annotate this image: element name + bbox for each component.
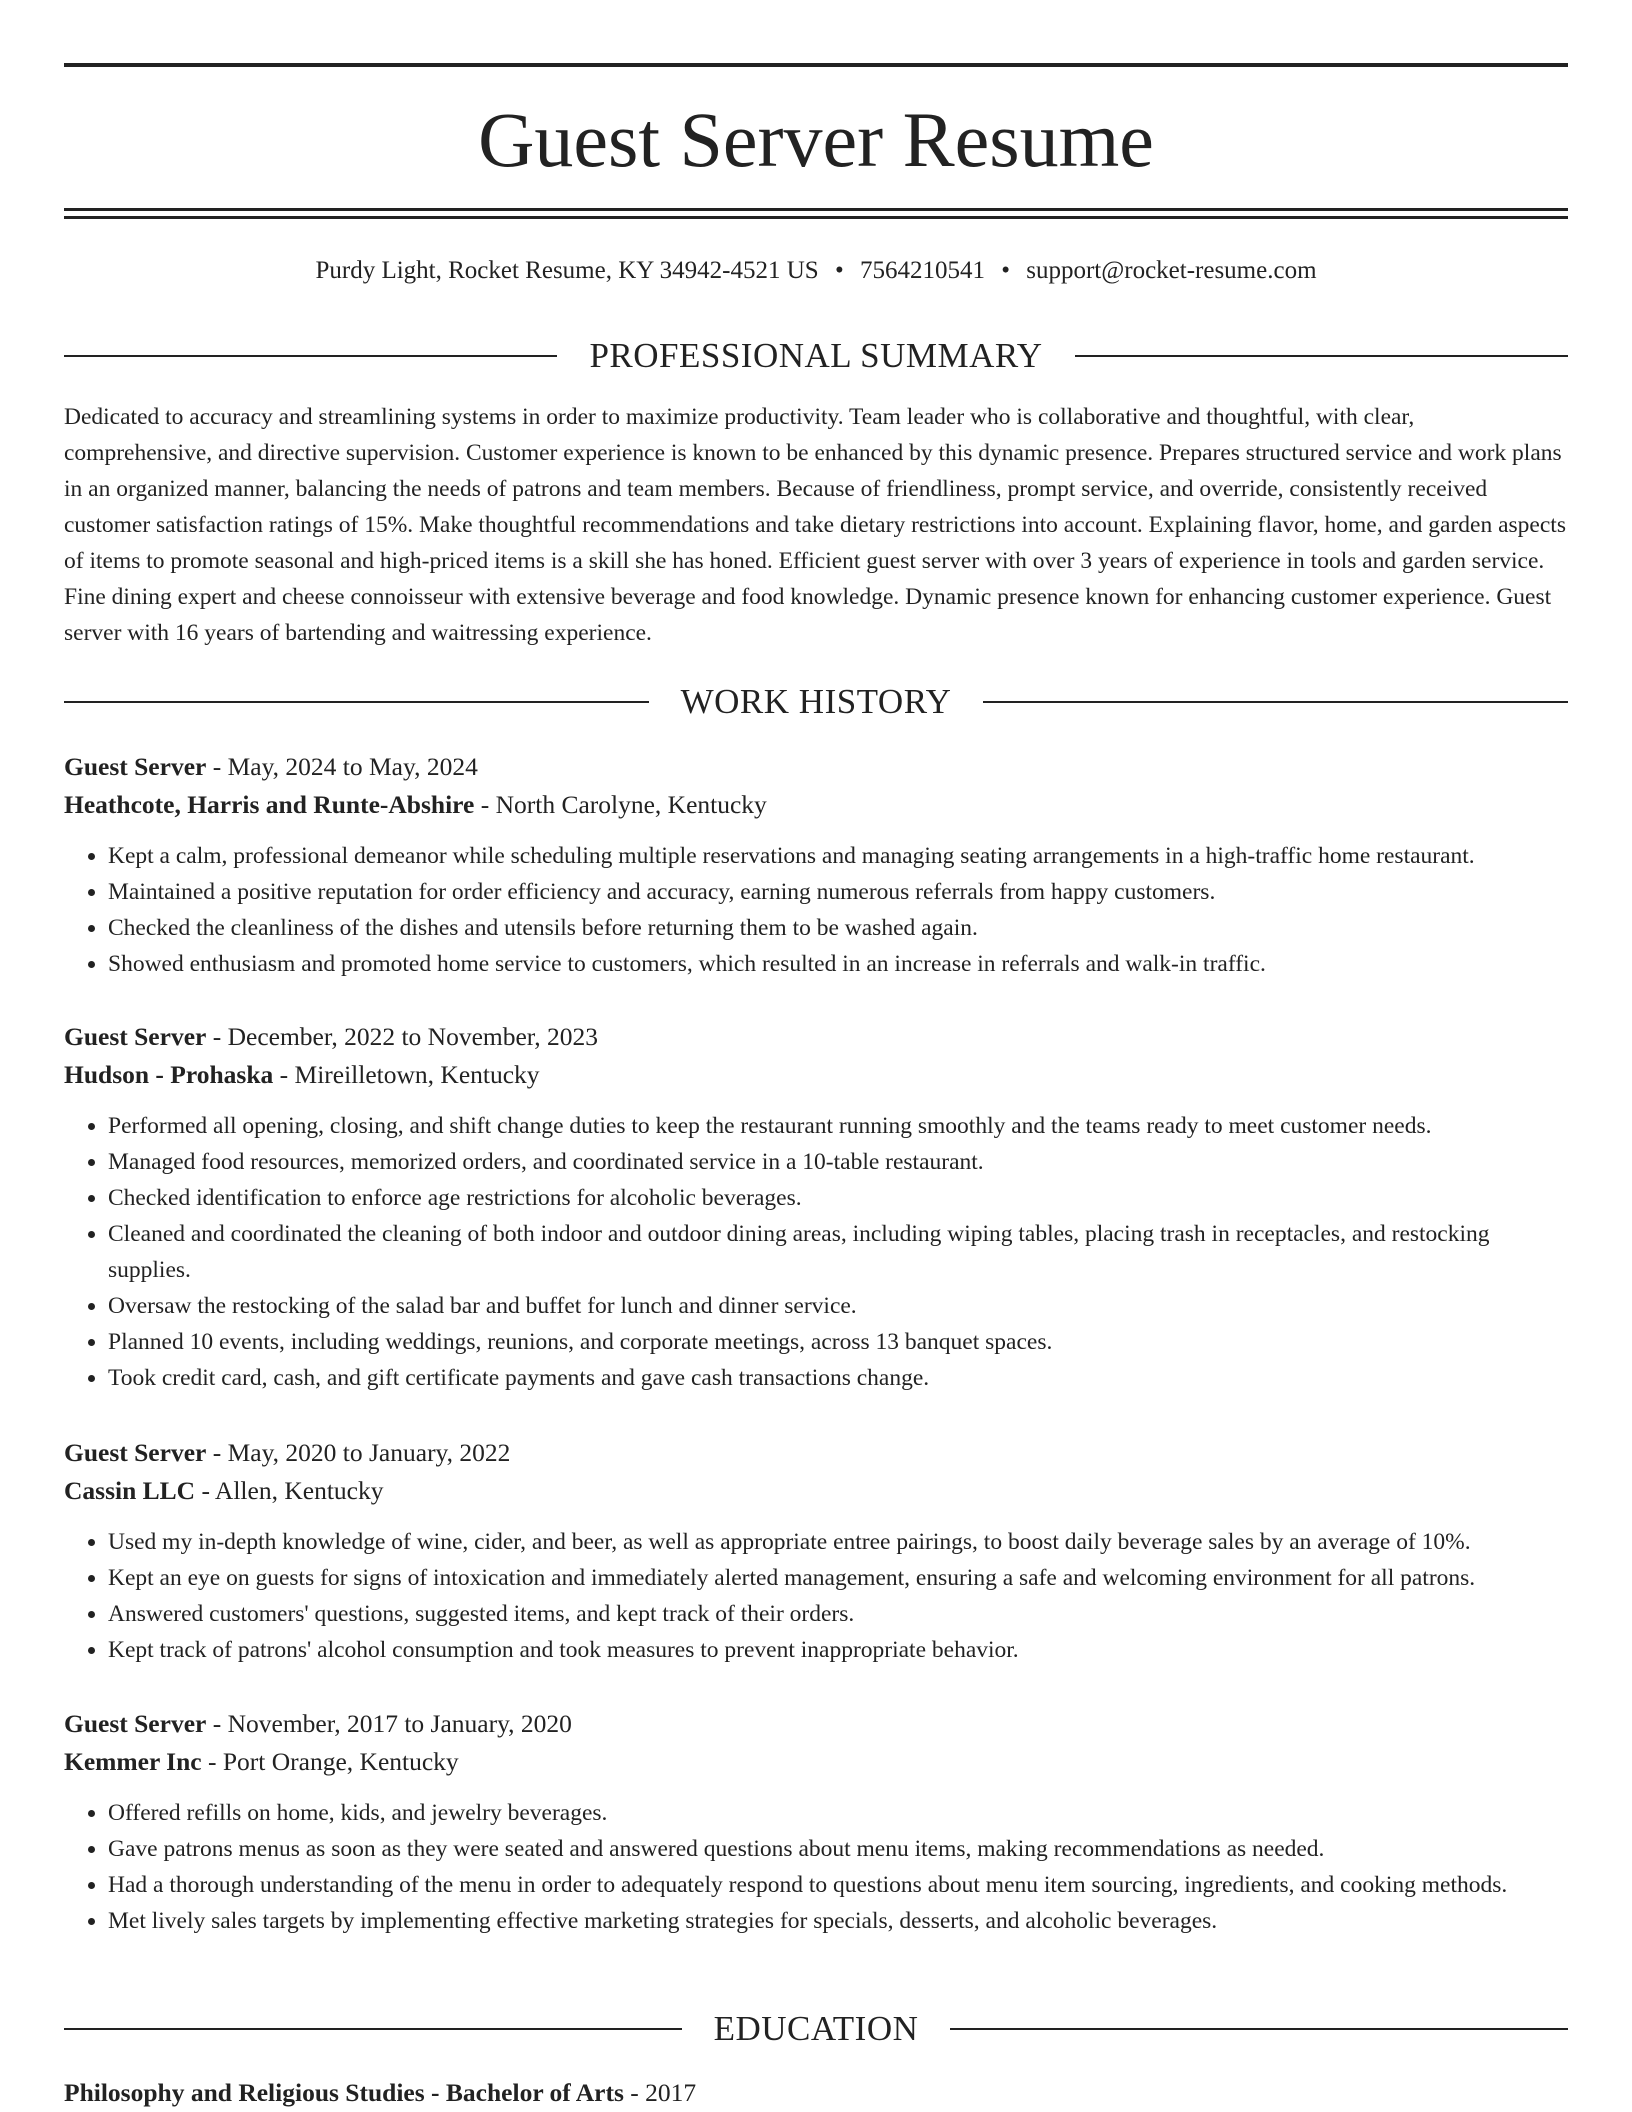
job-company-line <box>64 1472 1568 1510</box>
summary-section-heading <box>64 334 1568 378</box>
job-entry <box>64 748 1568 982</box>
job-company: Hudson - Prohaska <box>64 1060 274 1089</box>
summary-heading-label: PROFESSIONAL SUMMARY <box>589 336 1043 375</box>
job-bullets <box>64 1108 1568 1396</box>
job-role: Guest Server <box>64 1438 207 1467</box>
job-location: - Port Orange, Kentucky <box>201 1747 459 1776</box>
job-bullet: • Cleaned and coordinated the cleaning of both indoor and outdoor dining areas, including wiping tables, placing trash in receptacles, and restocking supplies. <box>108 1216 1568 1288</box>
job-bullet: • Planned 10 events, including weddings, reunions, and corporate meetings, across 13 banquet spaces. <box>108 1324 1568 1360</box>
education-section-heading <box>64 2007 1568 2051</box>
heading-rule-left <box>64 355 557 357</box>
contact-line <box>64 254 1568 288</box>
job-bullets <box>64 1524 1568 1668</box>
job-bullet: • Gave patrons menus as soon as they were seated and answered questions about menu items, making recommendations as needed. <box>108 1831 1568 1867</box>
job-bullet: • Had a thorough understanding of the menu in order to adequately respond to questions about menu item sourcing, ingredients, and cooking methods. <box>108 1867 1568 1903</box>
job-location: - Mireilletown, Kentucky <box>273 1060 540 1089</box>
job-entry <box>64 1705 1568 1939</box>
job-bullet: • Checked identification to enforce age restrictions for alcoholic beverages. <box>108 1180 1568 1216</box>
job-bullet: • Met lively sales targets by implementing effective marketing strategies for specials, desserts, and alcoholic beverages. <box>108 1903 1568 1939</box>
heading-rule-right <box>1075 355 1568 357</box>
job-bullet: • Took credit card, cash, and gift certificate payments and gave cash transactions change. <box>108 1360 1568 1396</box>
job-bullet: • Offered refills on home, kids, and jewelry beverages. <box>108 1795 1568 1831</box>
job-role: Guest Server <box>64 752 207 781</box>
contact-email: support@rocket-resume.com <box>1026 257 1317 284</box>
work-heading-label: WORK HISTORY <box>680 682 952 721</box>
work-section-heading <box>64 680 1568 724</box>
top-rule <box>64 63 1568 67</box>
job-bullet: • Checked the cleanliness of the dishes and utensils before returning them to be washed again. <box>108 910 1568 946</box>
job-bullet: • Kept a calm, professional demeanor while scheduling multiple reservations and managing seating arrangements in a high-traffic home restaurant. <box>108 838 1568 874</box>
heading-rule-right <box>950 2028 1568 2030</box>
heading-rule-right <box>983 701 1568 703</box>
job-company: Kemmer Inc <box>64 1747 202 1776</box>
job-company-line <box>64 1743 1568 1781</box>
job-bullet: • Oversaw the restocking of the salad bar and buffet for lunch and dinner service. <box>108 1288 1568 1324</box>
job-bullet: • Kept an eye on guests for signs of intoxication and immediately alerted management, ensuring a safe and welcoming environment for all patrons. <box>108 1560 1568 1596</box>
education-entry <box>64 2074 1568 2112</box>
job-dates: - November, 2017 to January, 2020 <box>206 1709 572 1738</box>
contact-address: Purdy Light, Rocket Resume, KY 34942-4521 US <box>315 257 819 284</box>
education-year: - 2017 <box>623 2078 697 2107</box>
title-rule-lower <box>64 216 1568 219</box>
education-heading-label: EDUCATION <box>713 2009 919 2048</box>
job-entry <box>64 1434 1568 1668</box>
title-rule-upper <box>64 208 1568 211</box>
job-company: Heathcote, Harris and Runte-Abshire <box>64 790 475 819</box>
job-bullet: • Showed enthusiasm and promoted home service to customers, which resulted in an increase in referrals and walk-in traffic. <box>108 946 1568 982</box>
job-location: - Allen, Kentucky <box>195 1476 384 1505</box>
job-title-line <box>64 1705 1568 1743</box>
job-role: Guest Server <box>64 1709 207 1738</box>
job-bullet: • Used my in-depth knowledge of wine, cider, and beer, as well as appropriate entree pairings, to boost daily beverage sales by an average of 10%. <box>108 1524 1568 1560</box>
job-bullet: • Maintained a positive reputation for order efficiency and accuracy, earning numerous referrals from happy customers. <box>108 874 1568 910</box>
job-bullet: • Managed food resources, memorized orders, and coordinated service in a 10-table restaurant. <box>108 1144 1568 1180</box>
job-entry <box>64 1018 1568 1396</box>
heading-rule-left <box>64 2028 682 2030</box>
job-bullet: • Performed all opening, closing, and shift change duties to keep the restaurant running smoothly and the teams ready to meet customer needs. <box>108 1108 1568 1144</box>
job-role: Guest Server <box>64 1022 207 1051</box>
job-dates: - May, 2020 to January, 2022 <box>206 1438 511 1467</box>
job-title-line <box>64 748 1568 786</box>
job-bullets <box>64 838 1568 982</box>
job-title-line <box>64 1434 1568 1472</box>
education-degree: Philosophy and Religious Studies - Bachelor of Arts <box>64 2078 624 2107</box>
job-dates: - December, 2022 to November, 2023 <box>206 1022 599 1051</box>
job-location: - North Carolyne, Kentucky <box>474 790 767 819</box>
contact-separator: • <box>834 257 844 284</box>
job-company-line <box>64 786 1568 824</box>
contact-phone: 7564210541 <box>859 257 985 284</box>
contact-separator: • <box>1001 257 1010 284</box>
job-title-line <box>64 1018 1568 1056</box>
job-bullets <box>64 1795 1568 1939</box>
professional-summary: Dedicated to accuracy and streamlining systems in order to maximize productivity. Team leader who is collaborative and thoughtful, with clear, comprehensive, and directive supervision. Customer experience is known to be enhanced by this dynamic presence. Prepares structured service and work plans in an organized manner, balancing the needs of patrons and team members. Because of friendliness, prompt service, and override, consistently received customer satisfaction ratings of 15%. Make thoughtful recommendations and take dietary restrictions into account. Explaining flavor, home, and garden aspects of items to promote seasonal and high-priced items is a skill she has honed. Efficient guest server with over 3 years of experience in tools and garden service. Fine dining expert and cheese connoisseur with extensive beverage and food knowledge. Dynamic presence known for enhancing customer experience. Guest server with 16 years of bartending and waitressing experience. <box>64 404 1566 646</box>
job-bullet: • Kept track of patrons' alcohol consumption and took measures to prevent inappropriate behavior. <box>108 1632 1568 1668</box>
job-bullet: • Answered customers' questions, suggested items, and kept track of their orders. <box>108 1596 1568 1632</box>
job-company-line <box>64 1056 1568 1094</box>
page-title: Guest Server Resume <box>478 96 1154 183</box>
heading-rule-left <box>64 701 649 703</box>
job-company: Cassin LLC <box>64 1476 196 1505</box>
job-dates: - May, 2024 to May, 2024 <box>206 752 478 781</box>
